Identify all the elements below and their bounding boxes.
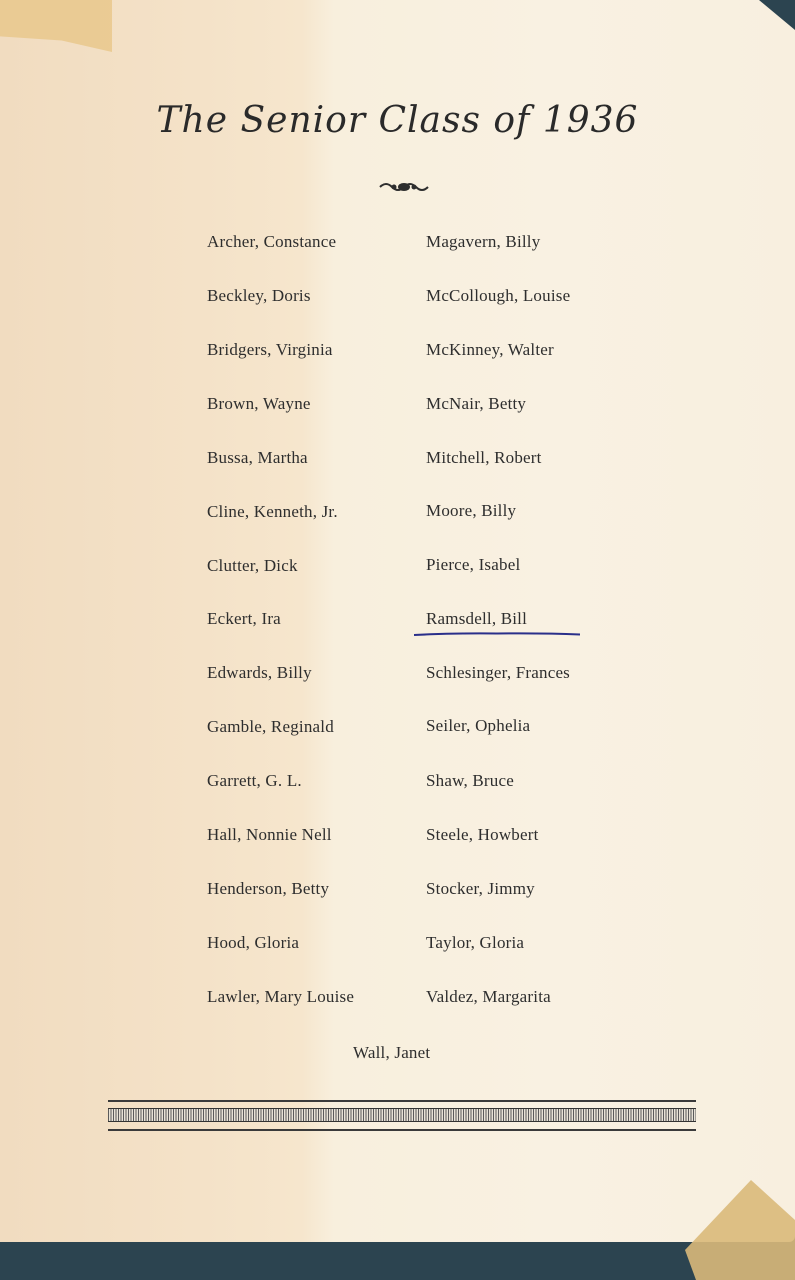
list-item: Bridgers, Virginia	[207, 340, 333, 359]
list-item: McNair, Betty	[426, 394, 527, 413]
page-title: The Senior Class of 1936	[156, 100, 639, 141]
list-item: Brown, Wayne	[207, 394, 311, 413]
list-item: Archer, Constance	[207, 232, 337, 251]
list-item: Edwards, Billy	[207, 663, 312, 682]
list-item: Moore, Billy	[426, 501, 517, 520]
decorative-rule-band	[108, 1108, 696, 1122]
list-item: Taylor, Gloria	[426, 933, 525, 952]
list-item: Valdez, Margarita	[426, 987, 551, 1006]
tape-stain-top-left	[0, 0, 112, 52]
list-item: Beckley, Doris	[207, 286, 311, 305]
list-item: Seiler, Ophelia	[426, 716, 531, 735]
list-item: Henderson, Betty	[207, 879, 330, 898]
list-item: Gamble, Reginald	[207, 717, 334, 736]
divider-line-bottom	[108, 1129, 696, 1131]
list-item: Eckert, Ira	[207, 609, 281, 628]
list-item: Ramsdell, Bill	[426, 609, 528, 628]
list-item: Pierce, Isabel	[426, 555, 521, 574]
list-item: Lawler, Mary Louise	[207, 987, 355, 1006]
list-item: Shaw, Bruce	[426, 771, 514, 790]
list-item: Garrett, G. L.	[207, 771, 302, 790]
list-item: Stocker, Jimmy	[426, 879, 535, 898]
list-item: Clutter, Dick	[207, 556, 298, 575]
list-item-final: Wall, Janet	[353, 1043, 431, 1062]
handwritten-underline	[414, 632, 580, 636]
list-item: McCollough, Louise	[426, 286, 571, 305]
list-item: Schlesinger, Frances	[426, 663, 571, 682]
list-item: Steele, Howbert	[426, 825, 539, 844]
ornament-divider-icon	[378, 180, 430, 194]
list-item: Magavern, Billy	[426, 232, 541, 251]
list-item: McKinney, Walter	[426, 340, 554, 359]
list-item: Hall, Nonnie Nell	[207, 825, 332, 844]
list-item: Cline, Kenneth, Jr.	[207, 502, 338, 521]
list-item: Hood, Gloria	[207, 933, 300, 952]
torn-corner-top-right	[759, 0, 795, 30]
divider-line-top	[108, 1100, 696, 1102]
list-item: Mitchell, Robert	[426, 448, 542, 467]
list-item: Bussa, Martha	[207, 448, 308, 467]
